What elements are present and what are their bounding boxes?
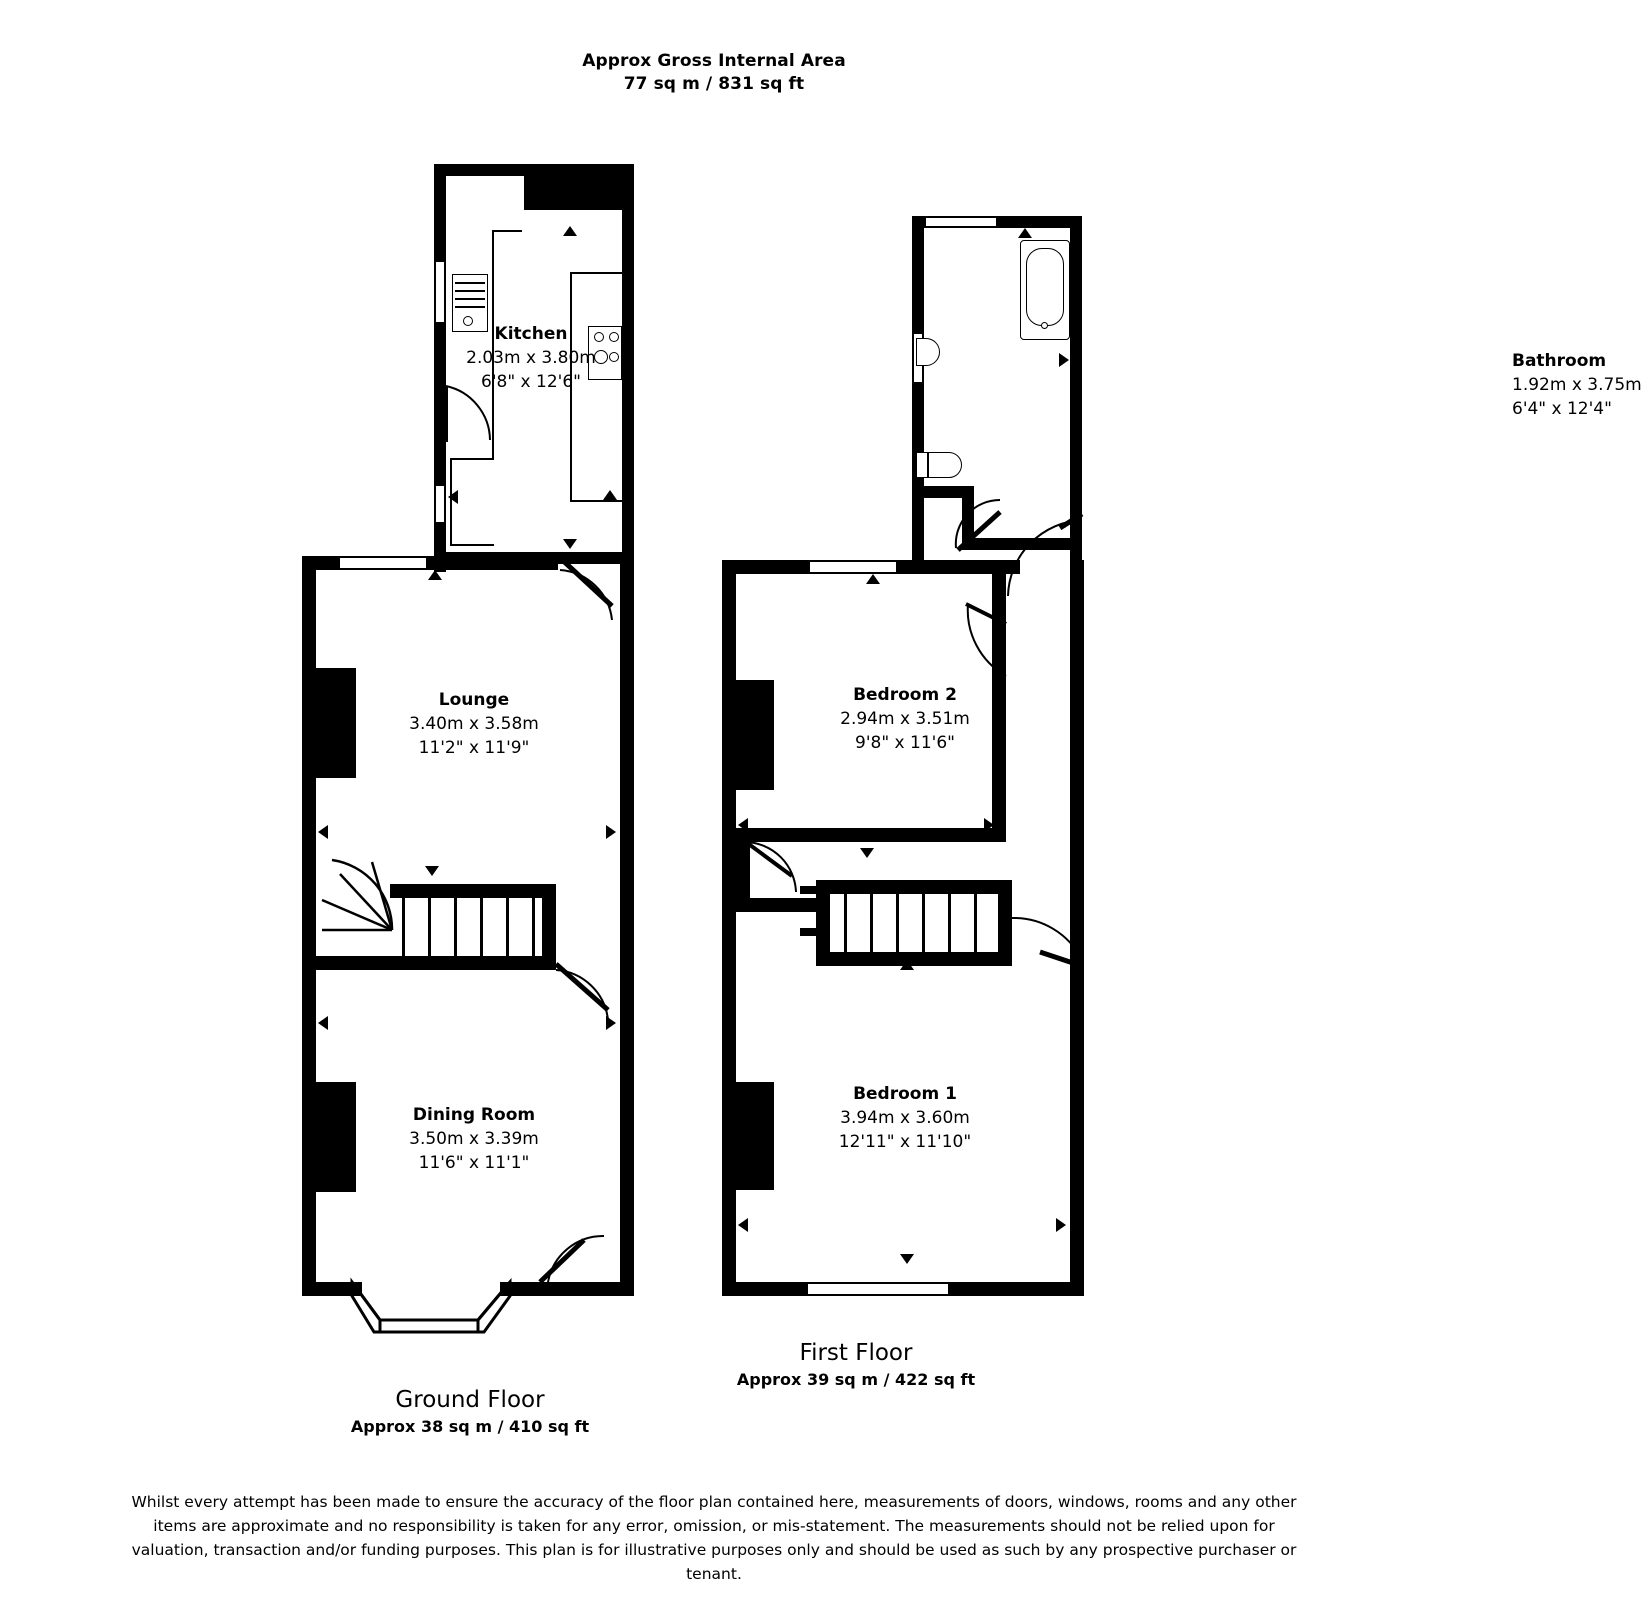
room-label-dining-room (328, 1103, 620, 1175)
direction-arrow (900, 1254, 914, 1264)
room-name: Bedroom 1 (853, 1084, 957, 1104)
first-floor-name: First Floor (799, 1340, 913, 1366)
room-name: Dining Room (412, 1105, 536, 1125)
room-dim-imperial: 6'8" x 12'6" (481, 372, 581, 392)
first-floor-area: Approx 39 sq m / 422 sq ft (736, 1370, 976, 1389)
disclaimer-text: Whilst every attempt has been made to ensure the accuracy of the floor plan contained here, measurements of doors, windows, rooms and any other items are approximate and no responsibility is taken for any error, omission, or mis-statement. The measurements should not be relied upon for valuation, transaction and/or funding purposes. This plan is for illustrative purposes only and should be used as such by any prospective purchaser or tenant. (131, 1493, 1297, 1583)
room-label-bedroom-1 (730, 1082, 1080, 1154)
room-dim-metric: 3.40m x 3.58m (409, 714, 539, 734)
room-dim-metric: 3.50m x 3.39m (409, 1129, 539, 1149)
direction-arrow (1059, 353, 1069, 367)
first-floor-caption (546, 1338, 1166, 1392)
room-dim-imperial: 9'8" x 11'6" (855, 733, 955, 753)
direction-arrow (425, 866, 439, 876)
direction-arrow (1056, 1218, 1066, 1232)
direction-arrow (448, 490, 458, 504)
room-label-kitchen (386, 322, 676, 394)
direction-arrow (563, 226, 577, 236)
room-dim-imperial: 11'2" x 11'9" (418, 738, 530, 758)
gia-title: Approx Gross Internal Area (582, 51, 846, 71)
direction-arrow (606, 1016, 616, 1030)
room-dim-imperial: 12'11" x 11'10" (838, 1132, 972, 1152)
room-name: Kitchen (494, 324, 568, 344)
direction-arrow (603, 490, 617, 500)
direction-arrow (606, 825, 616, 839)
direction-arrow (738, 1218, 748, 1232)
ground-floor-area: Approx 38 sq m / 410 sq ft (350, 1417, 590, 1436)
direction-arrow (866, 574, 880, 584)
direction-arrow (738, 818, 748, 832)
room-label-lounge (328, 688, 620, 760)
room-dim-metric: 3.94m x 3.60m (840, 1108, 970, 1128)
wall-landing-jamb-1 (800, 886, 816, 894)
room-dim-imperial: 11'6" x 11'1" (418, 1153, 530, 1173)
direction-arrow (318, 825, 328, 839)
direction-arrow (428, 570, 442, 580)
first-floor-plan: Bathroom 1.92m x 3.75m 6'4" x 12'4" Bedroom 2 2.94m x 3.51m 9'8" x 11'6" Bedroom 1 3.94m x 3.60m 12'11" x 11'10" (700, 0, 1428, 1400)
direction-arrow (563, 539, 577, 549)
room-name: Lounge (438, 690, 510, 710)
room-name: Bedroom 2 (853, 685, 957, 705)
room-label-bedroom-2 (730, 683, 1080, 755)
direction-arrow (984, 818, 994, 832)
ground-floor-caption (160, 1385, 780, 1439)
wall-landing-jamb-2 (800, 928, 816, 936)
direction-arrow (860, 848, 874, 858)
direction-arrow (318, 1016, 328, 1030)
room-dim-metric: 2.03m x 3.80m (466, 348, 596, 368)
direction-arrow (1018, 228, 1032, 238)
gia-value: 77 sq m / 831 sq ft (623, 74, 805, 94)
direction-arrow (900, 960, 914, 970)
room-dim-metric: 2.94m x 3.51m (840, 709, 970, 729)
ground-floor-plan (0, 0, 700, 1400)
ground-floor-name: Ground Floor (395, 1387, 545, 1413)
